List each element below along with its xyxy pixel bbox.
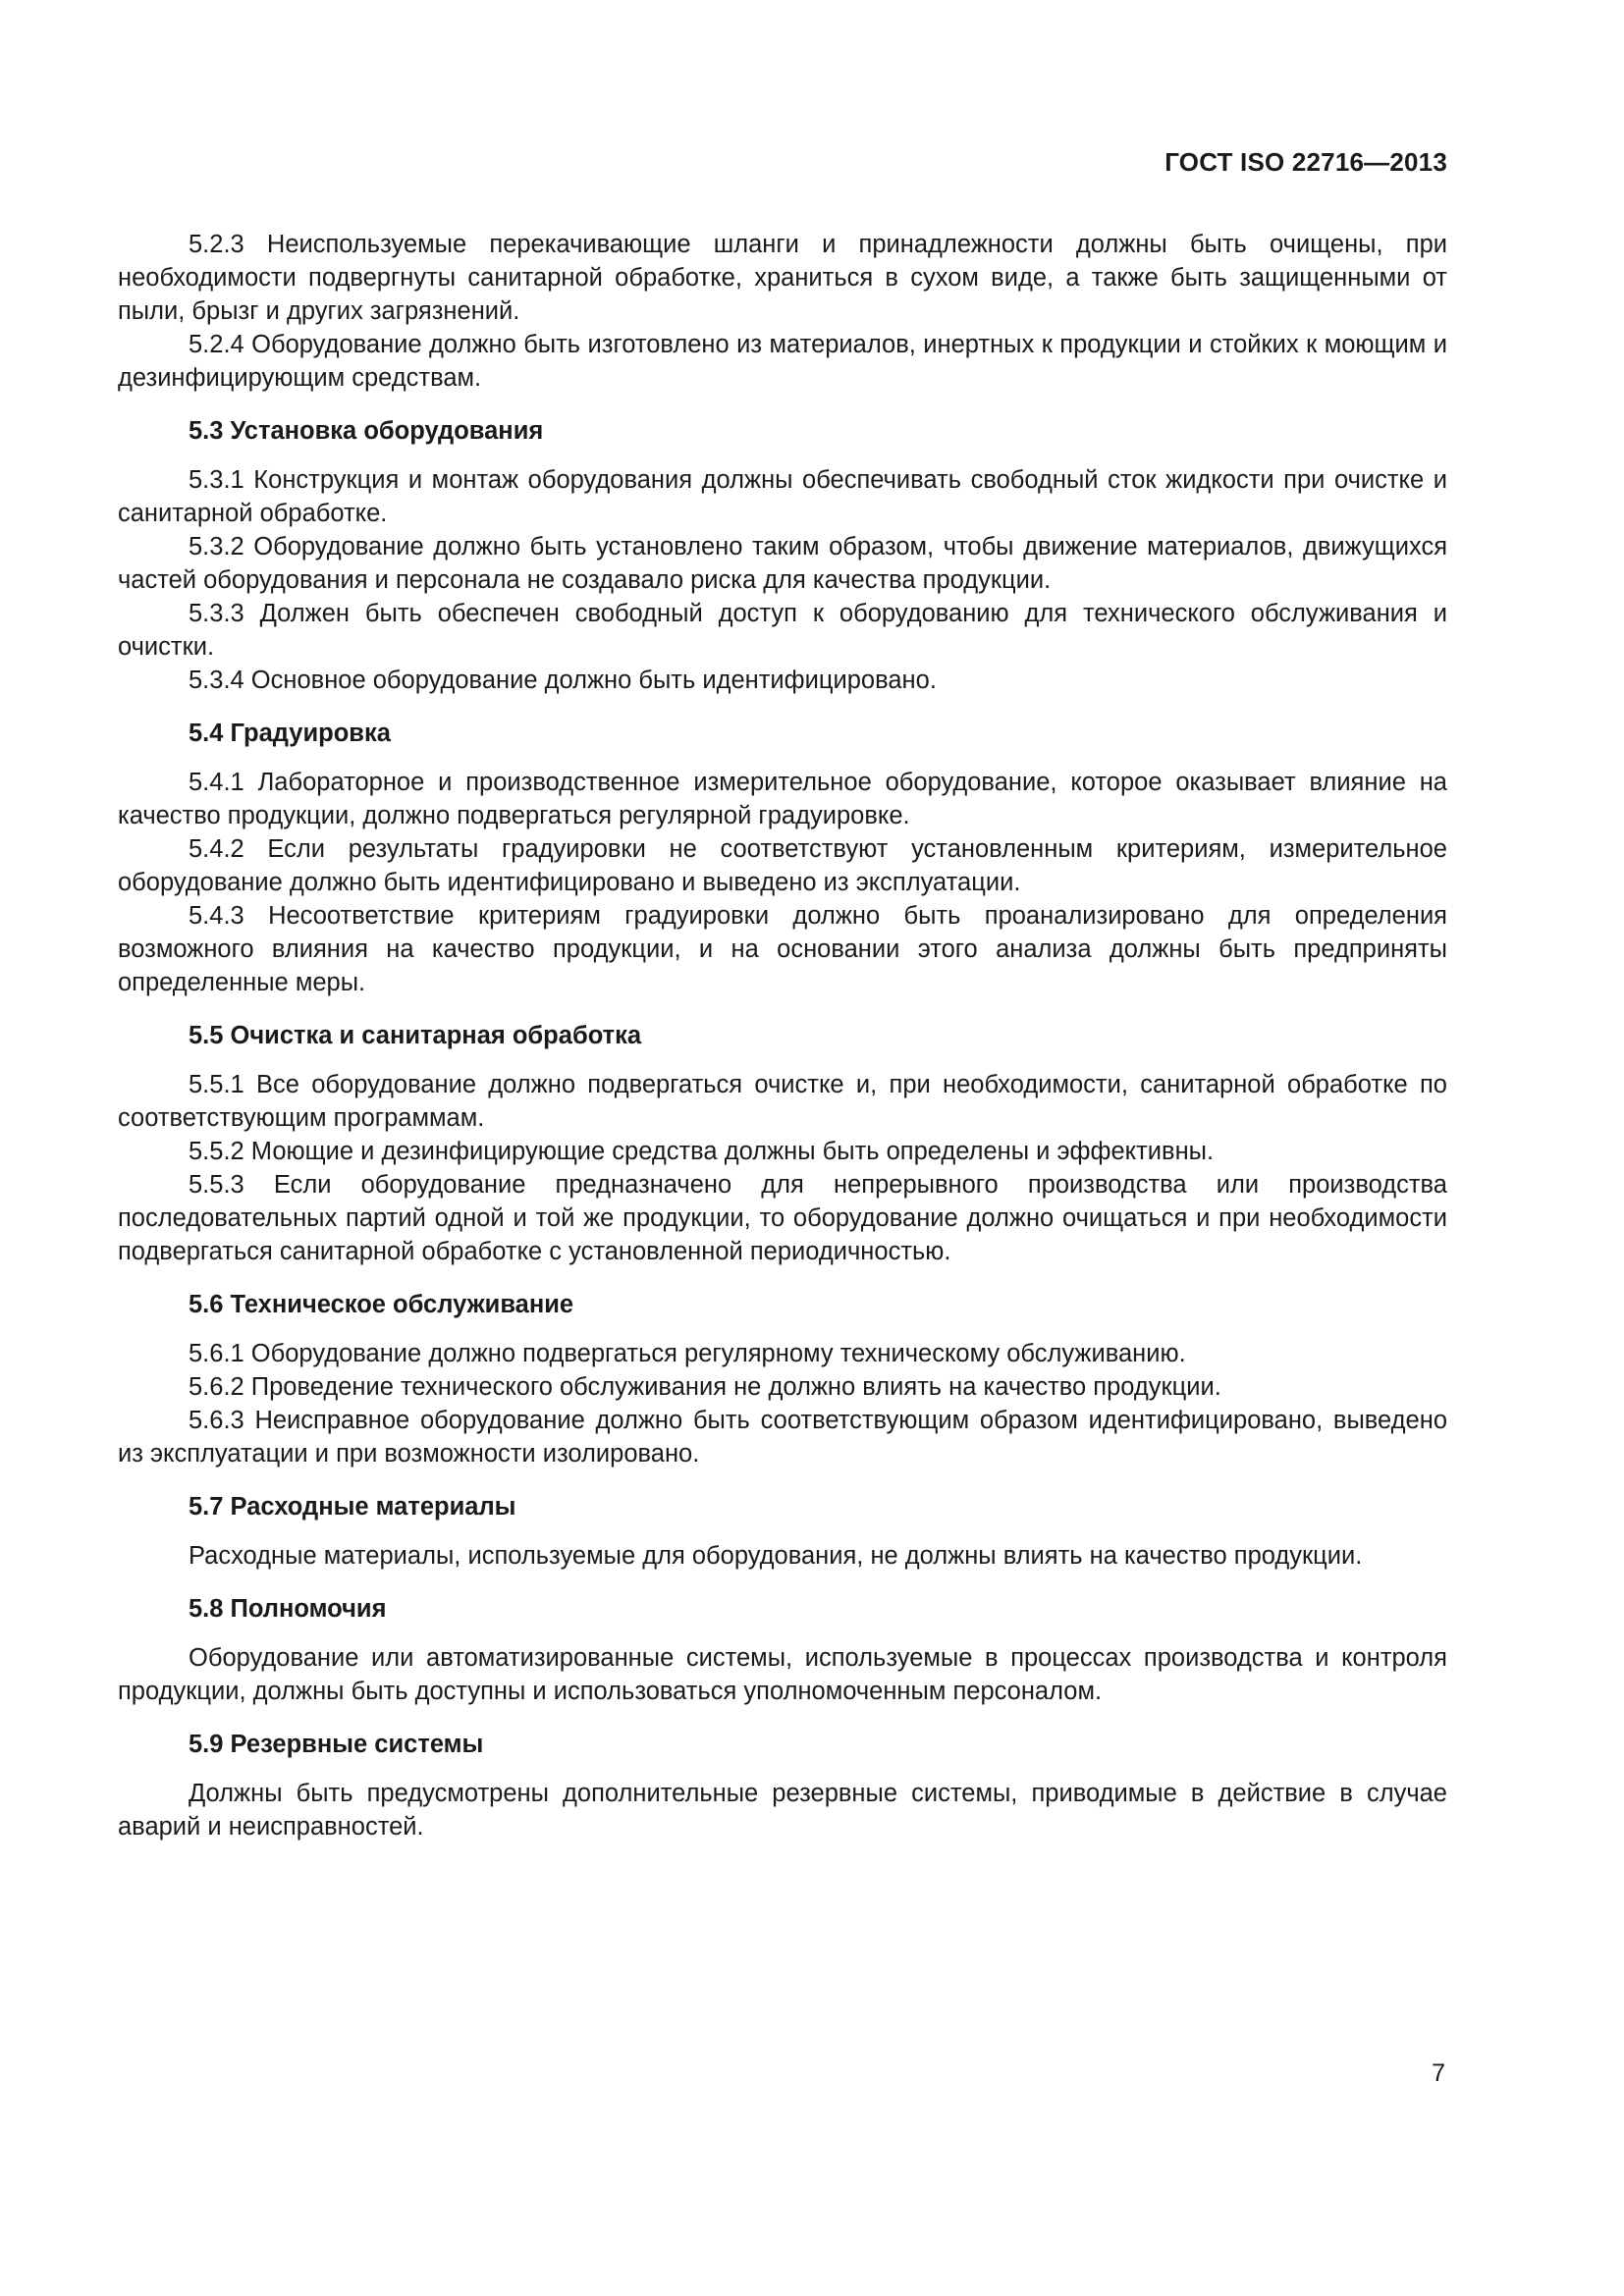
section-5-3 [118, 414, 1447, 697]
paragraph-5-6-3: 5.6.3 Неисправное оборудование должно быть соответствующим образом идентифицировано, выведено из эксплуатации и при возможности изолировано. [118, 1407, 1447, 1468]
section-5-4 [118, 717, 1447, 999]
paragraph-5-4-3: 5.4.3 Несоответствие критериям градуировки должно быть проанализировано для определения возможного влияния на качество продукции, и на основании этого анализа должны быть предприняты определенные меры. [118, 902, 1447, 996]
paragraph-5-6-1: 5.6.1 Оборудование должно подвергаться регулярному техническому обслуживанию. [189, 1340, 1186, 1367]
paragraph-5-3-4: 5.3.4 Основное оборудование должно быть идентифицировано. [189, 667, 937, 694]
section-heading: 5.6 Техническое обслуживание [189, 1291, 574, 1318]
section-heading: 5.3 Установка оборудования [189, 417, 544, 445]
section-heading: 5.8 Полномочия [189, 1595, 387, 1623]
paragraph-5-5-2: 5.5.2 Моющие и дезинфицирующие средства должны быть определены и эффективны. [189, 1138, 1215, 1165]
page-number: 7 [1432, 2059, 1445, 2087]
paragraph-5-4-1: 5.4.1 Лабораторное и производственное измерительное оборудование, которое оказывает влияние на качество продукции, должно подвергаться регулярной градуировке. [118, 769, 1447, 829]
paragraph-5-5-1: 5.5.1 Все оборудование должно подвергаться очистке и, при необходимости, санитарной обработке по соответствующим программам. [118, 1071, 1447, 1132]
section-5-6 [118, 1288, 1447, 1470]
paragraph-5-2-4: 5.2.4 Оборудование должно быть изготовлено из материалов, инертных к продукции и стойких к моющим и дезинфицирующим средствам. [118, 331, 1447, 392]
paragraph-5-3-2: 5.3.2 Оборудование должно быть установлено таким образом, чтобы движение материалов, движущихся частей оборудования и персонала не создавало риска для качества продукции. [118, 533, 1447, 594]
paragraph-5-3-3: 5.3.3 Должен быть обеспечен свободный доступ к оборудованию для технического обслуживания и очистки. [118, 600, 1447, 661]
document-body [118, 228, 1447, 1843]
section-5-7 [118, 1490, 1447, 1573]
paragraph-5-5-3: 5.5.3 Если оборудование предназначено для непрерывного производства или производства последовательных партий одной и той же продукции, то оборудование должно очищаться и при необходимости подвергаться санитарной обработке с установленной периодичностью. [118, 1171, 1447, 1265]
section-heading: 5.7 Расходные материалы [189, 1493, 516, 1521]
paragraph-5-2-3: 5.2.3 Неиспользуемые перекачивающие шланги и принадлежности должны быть очищены, при необходимости подвергнуты санитарной обработке, храниться в сухом виде, а также быть защищенными от пыли, брызг и других загрязнений. [118, 231, 1447, 325]
paragraph-5-3-1: 5.3.1 Конструкция и монтаж оборудования должны обеспечивать свободный сток жидкости при очистке и санитарной обработке. [118, 466, 1447, 527]
paragraph-5-4-2: 5.4.2 Если результаты градуировки не соответствуют установленным критериям, измерительное оборудование должно быть идентифицировано и выведено из эксплуатации. [118, 835, 1447, 896]
section-heading: 5.4 Градуировка [189, 720, 391, 747]
section-heading: 5.5 Очистка и санитарная обработка [189, 1022, 642, 1049]
section-5-8 [118, 1592, 1447, 1708]
section-5-5 [118, 1019, 1447, 1268]
paragraph-5-8: Оборудование или автоматизированные системы, используемые в процессах производства и контроля продукции, должны быть доступны и использоваться уполномоченным персоналом. [118, 1644, 1447, 1705]
section-5-9 [118, 1728, 1447, 1843]
paragraph-5-7: Расходные материалы, используемые для оборудования, не должны влиять на качество продукции. [189, 1542, 1363, 1570]
paragraph-5-6-2: 5.6.2 Проведение технического обслуживания не должно влиять на качество продукции. [189, 1373, 1221, 1401]
standard-id-header: ГОСТ ISO 22716—2013 [1164, 147, 1447, 177]
section-heading: 5.9 Резервные системы [189, 1731, 484, 1758]
paragraph-5-9: Должны быть предусмотрены дополнительные резервные системы, приводимые в действие в случае аварий и неисправностей. [118, 1780, 1447, 1841]
